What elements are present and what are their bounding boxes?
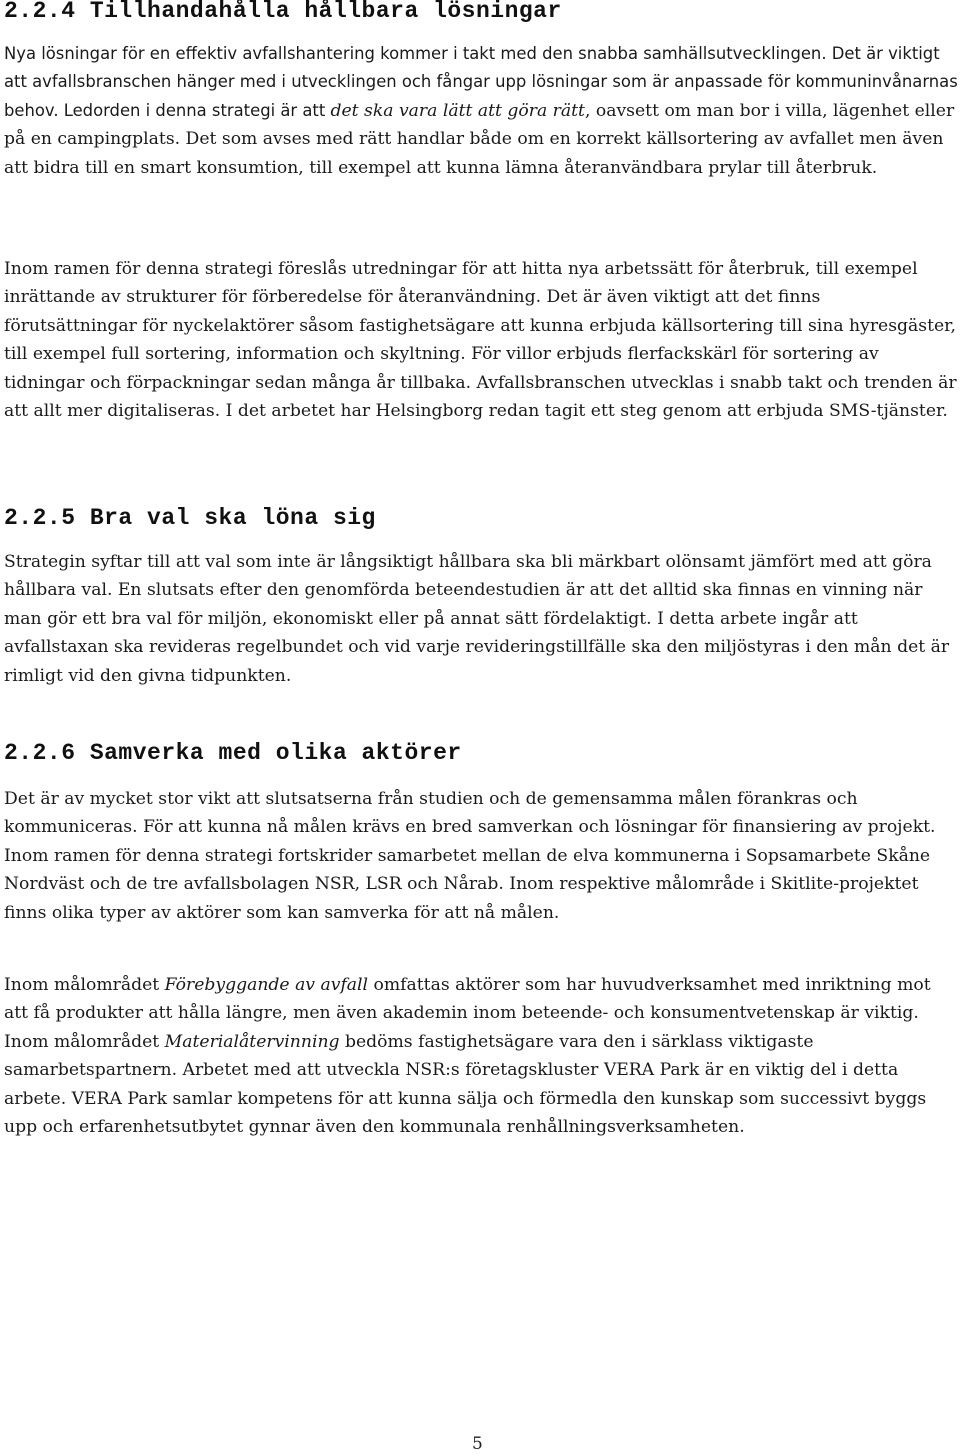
- section-heading-2-2-5: 2.2.5 Bra val ska löna sig: [4, 505, 376, 531]
- paragraph-text: bedöms fastighetsägare vara den i särklass viktigaste samarbetspartnern. Arbetet med att utveckla NSR:s företagskluster VERA Park är en viktig del i detta arbete. VERA Park samlar kompetens för att kunna sälja och förmedla den kunskap som successivt byggs upp och erfarenhetsutbytet gynnar även den kommunala renhållningsverksamheten.: [4, 1031, 927, 1138]
- emphasis-text: det ska vara lätt att göra rätt: [330, 100, 585, 121]
- section-heading-2-2-4: 2.2.4 Tillhandahålla hållbara lösningar: [4, 0, 562, 24]
- paragraph-2-2-5: Strategin syftar till att val som inte är långsiktigt hållbara ska bli märkbart olönsamt jämfört med att göra hållbara val. En slutsats efter den genomförda beteendestudien är att det alltid ska finnas en vinning när man gör ett bra val för miljön, ekonomiskt eller på annat sätt fördelaktigt. I detta arbete ingår att avfallstaxan ska revideras regelbundet och vid varje revideringstillfälle ska den miljöstyras i den mån det är rimligt vid den givna tidpunkten.: [4, 552, 950, 686]
- paragraph-text: Nya lösningar för en effektiv avfallshantering kommer i takt med den snabba samhällsutvecklingen. Det är viktigt att avfallsbranschen hänger med i utvecklingen och fångar upp lösningar som är anpassade för kommuninvånarnas behov. Ledorden i denna strategi är att: [4, 44, 958, 120]
- paragraph-2-2-4-body: Inom ramen för denna strategi föreslås utredningar för att hitta nya arbetssätt för återbruk, till exempel inrättande av strukturer för förberedelse för återanvändning. Det är även viktigt att det finns förutsättningar för nyckelaktörer såsom fastighetsägare att kunna erbjuda källsortering till sina hyresgäster, till exempel full sortering, information och skyltning. För villor erbjuds flerfackskärl för sortering av tidningar och förpackningar sedan många år tillbaka. Avfallsbranschen utvecklas i snabb takt och trenden är att allt mer digitaliseras. I det arbetet har Helsingborg redan tagit ett steg genom att erbjuda SMS-tjänster.: [4, 259, 957, 422]
- paragraph-2-2-6-body: [4, 971, 958, 1141]
- paragraph-text: omfattas aktörer som har huvudverksamhet med inriktning mot att få produkter att hålla längre, men även akademin inom beteende- och konsumentvetenskap är viktig. Inom målområdet: [4, 975, 931, 1052]
- section-heading-2-2-6: 2.2.6 Samverka med olika aktörer: [4, 740, 462, 766]
- paragraph-2-2-6-intro: Det är av mycket stor vikt att slutsatserna från studien och de gemensamma målen förankras och kommuniceras. För att kunna nå målen krävs en bred samverkan och lösningar för finansiering av projekt. Inom ramen för denna strategi fortskrider samarbetet mellan de elva kommunerna i Sopsamarbete Skåne Nordväst och de tre avfallsbolagen NSR, LSR och Nårab. Inom respektive målområde i Skitlite-projektet finns olika typer av aktörer som kan samverka för att nå målen.: [4, 789, 936, 923]
- emphasis-text: Förebyggande av avfall: [164, 975, 369, 995]
- emphasis-text: Materialåtervinning: [164, 1031, 340, 1052]
- page-number: 5: [472, 1434, 483, 1454]
- paragraph-text: , oavsett om man bor i villa, lägenhet eller på en campingplats. Det som avses med rätt handlar både om en korrekt källsortering av avfallet men även att bidra till en smart konsumtion, till exempel att kunna lämna återanvändbara prylar till återbruk.: [4, 100, 955, 178]
- paragraph-2-2-4-intro: [4, 40, 958, 182]
- paragraph-text: Inom målområdet: [4, 975, 165, 995]
